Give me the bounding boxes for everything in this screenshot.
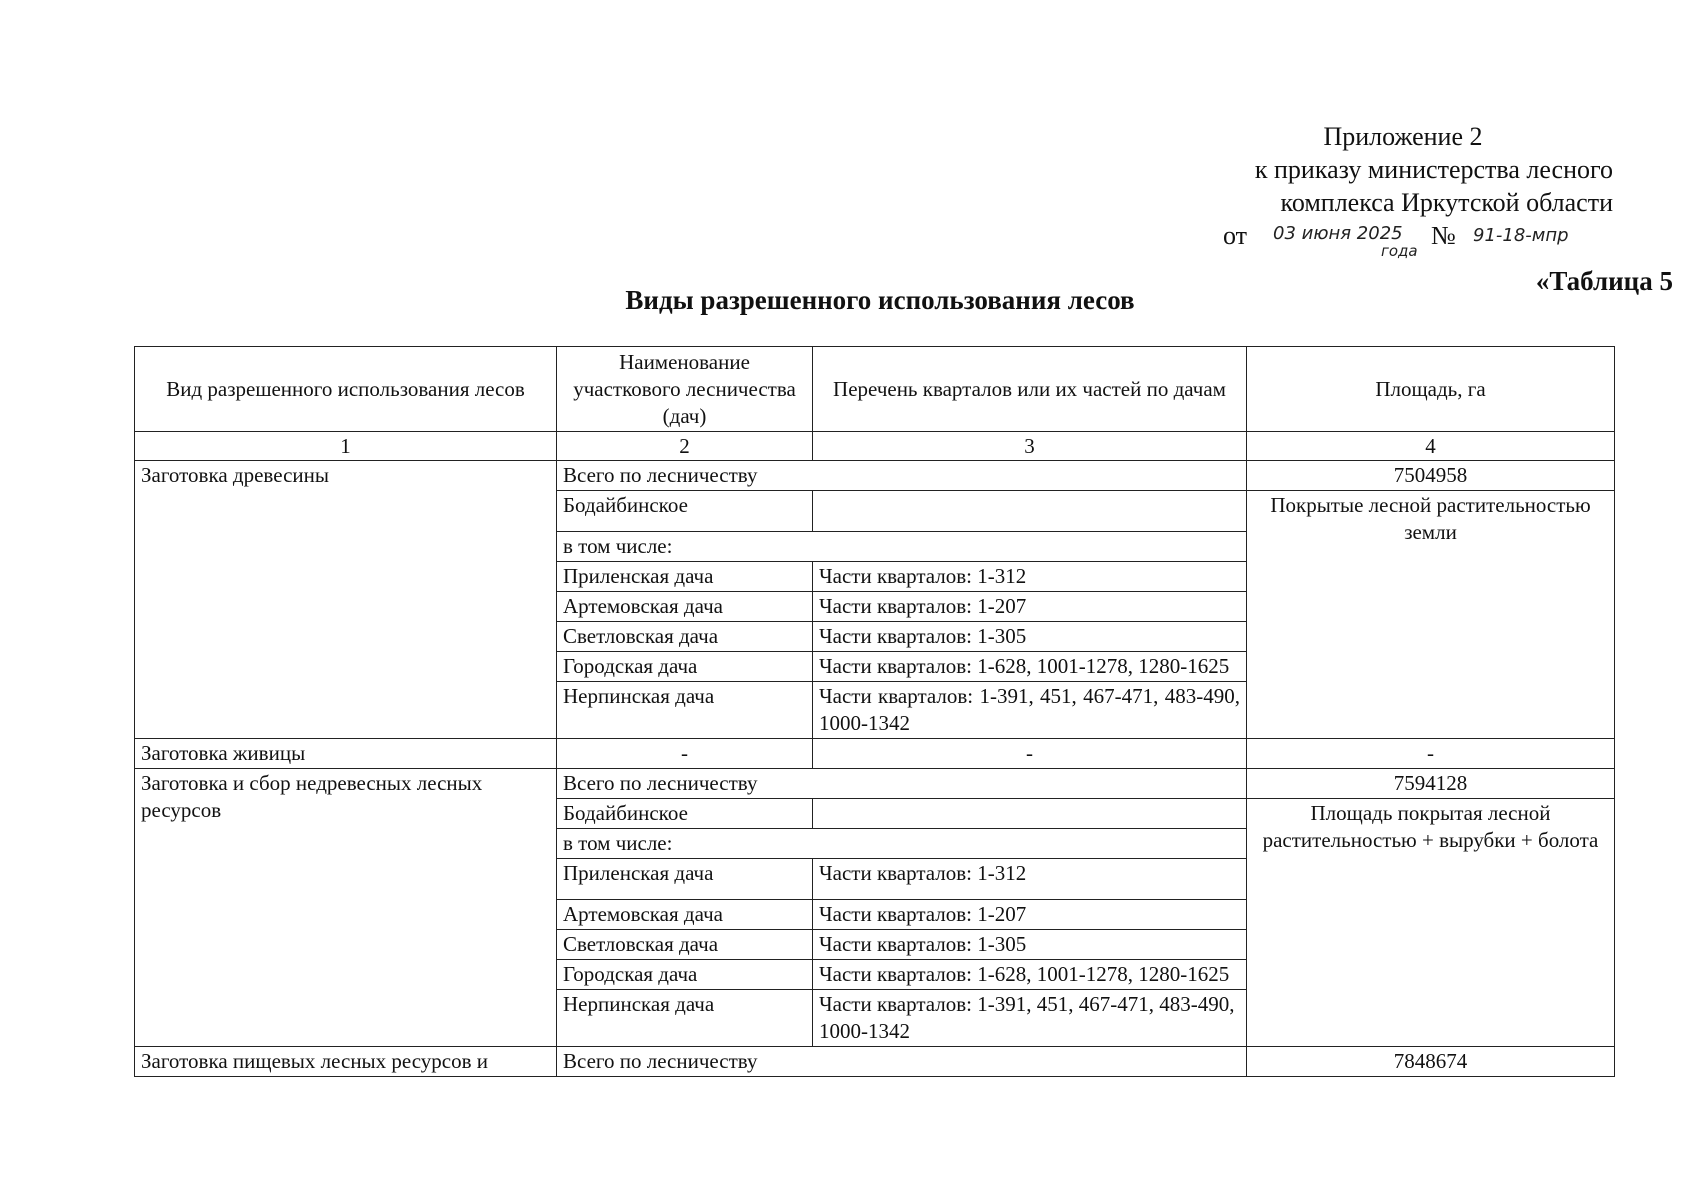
- dash-cell: -: [1247, 739, 1615, 769]
- table-row: [135, 1047, 1615, 1077]
- handwritten-order-number: 91-18-мпр: [1473, 225, 1569, 246]
- table-row: [135, 739, 1615, 769]
- quarters-list: Части кварталов: 1-207: [813, 592, 1247, 622]
- document-title: Виды разрешенного использования лесов: [625, 285, 1135, 315]
- date-prefix: от: [1223, 221, 1248, 250]
- use-type-cell: Заготовка древесины: [135, 461, 557, 739]
- use-type-cell: Заготовка и сбор недревесных лесных ресурсов: [135, 769, 557, 1047]
- forestry-name: Бодайбинское: [557, 799, 813, 829]
- handwritten-date: 03 июня 2025: [1273, 223, 1403, 244]
- quarters-list: Части кварталов: 1-391, 451, 467-471, 483-490, 1000-1342: [813, 990, 1247, 1047]
- appendix-number: Приложение 2: [1323, 122, 1483, 151]
- empty-cell: [813, 491, 1247, 532]
- dash-cell: -: [557, 739, 813, 769]
- dacha-name: Артемовская дача: [557, 900, 813, 930]
- column-number: 4: [1247, 432, 1615, 461]
- use-type-cell: Заготовка пищевых лесных ресурсов и: [135, 1047, 557, 1077]
- quarters-list: Части кварталов: 1-305: [813, 622, 1247, 652]
- column-number: 2: [557, 432, 813, 461]
- header-quarters-list: Перечень кварталов или их частей по дачам: [813, 347, 1247, 432]
- table-row: [135, 461, 1615, 491]
- dacha-name: Светловская дача: [557, 622, 813, 652]
- dacha-name: Нерпинская дача: [557, 990, 813, 1047]
- header-use-type: Вид разрешенного использования лесов: [135, 347, 557, 432]
- quarters-list: Части кварталов: 1-312: [813, 562, 1247, 592]
- header-area: Площадь, га: [1247, 347, 1615, 432]
- total-label: Всего по лесничеству: [557, 461, 1247, 491]
- order-reference-line2: комплекса Иркутской области: [1280, 188, 1613, 217]
- forest-use-table: [134, 346, 1615, 1077]
- handwritten-date-year-word: года: [1381, 242, 1418, 260]
- quarters-list: Части кварталов: 1-628, 1001-1278, 1280-1625: [813, 960, 1247, 990]
- dacha-name: Приленская дача: [557, 859, 813, 900]
- quarters-list: Части кварталов: 1-305: [813, 930, 1247, 960]
- total-area-value: 7848674: [1247, 1047, 1615, 1077]
- area-note: Покрытые лесной растительностью земли: [1247, 491, 1615, 739]
- dacha-name: Приленская дача: [557, 562, 813, 592]
- column-number-row: [135, 432, 1615, 461]
- column-number: 3: [813, 432, 1247, 461]
- appendix-header: [1193, 120, 1613, 260]
- empty-cell: [813, 799, 1247, 829]
- including-label: в том числе:: [557, 829, 1247, 859]
- dacha-name: Нерпинская дача: [557, 682, 813, 739]
- quarters-list: Части кварталов: 1-628, 1001-1278, 1280-1625: [813, 652, 1247, 682]
- forestry-name: Бодайбинское: [557, 491, 813, 532]
- quarters-list: Части кварталов: 1-207: [813, 900, 1247, 930]
- dacha-name: Артемовская дача: [557, 592, 813, 622]
- total-label: Всего по лесничеству: [557, 769, 1247, 799]
- total-label: Всего по лесничеству: [557, 1047, 1247, 1077]
- total-area-value: 7594128: [1247, 769, 1615, 799]
- dacha-name: Городская дача: [557, 652, 813, 682]
- order-date-line: [1193, 219, 1613, 260]
- table-caption: «Таблица 5: [1535, 266, 1673, 296]
- including-label: в том числе:: [557, 532, 1247, 562]
- use-type-cell: Заготовка живицы: [135, 739, 557, 769]
- dacha-name: Светловская дача: [557, 930, 813, 960]
- order-reference-line1: к приказу министерства лесного: [1254, 155, 1613, 184]
- table-header-row: [135, 347, 1615, 432]
- header-forestry-name: Наименование участкового лесничества (дач): [557, 347, 813, 432]
- area-note: Площадь покрытая лесной растительностью + вырубки + болота: [1247, 799, 1615, 1047]
- quarters-list: Части кварталов: 1-312: [813, 859, 1247, 900]
- total-area-value: 7504958: [1247, 461, 1615, 491]
- dash-cell: -: [813, 739, 1247, 769]
- quarters-list: Части кварталов: 1-391, 451, 467-471, 483-490, 1000-1342: [813, 682, 1247, 739]
- column-number: 1: [135, 432, 557, 461]
- table-row: [135, 769, 1615, 799]
- number-sign: №: [1431, 221, 1456, 250]
- dacha-name: Городская дача: [557, 960, 813, 990]
